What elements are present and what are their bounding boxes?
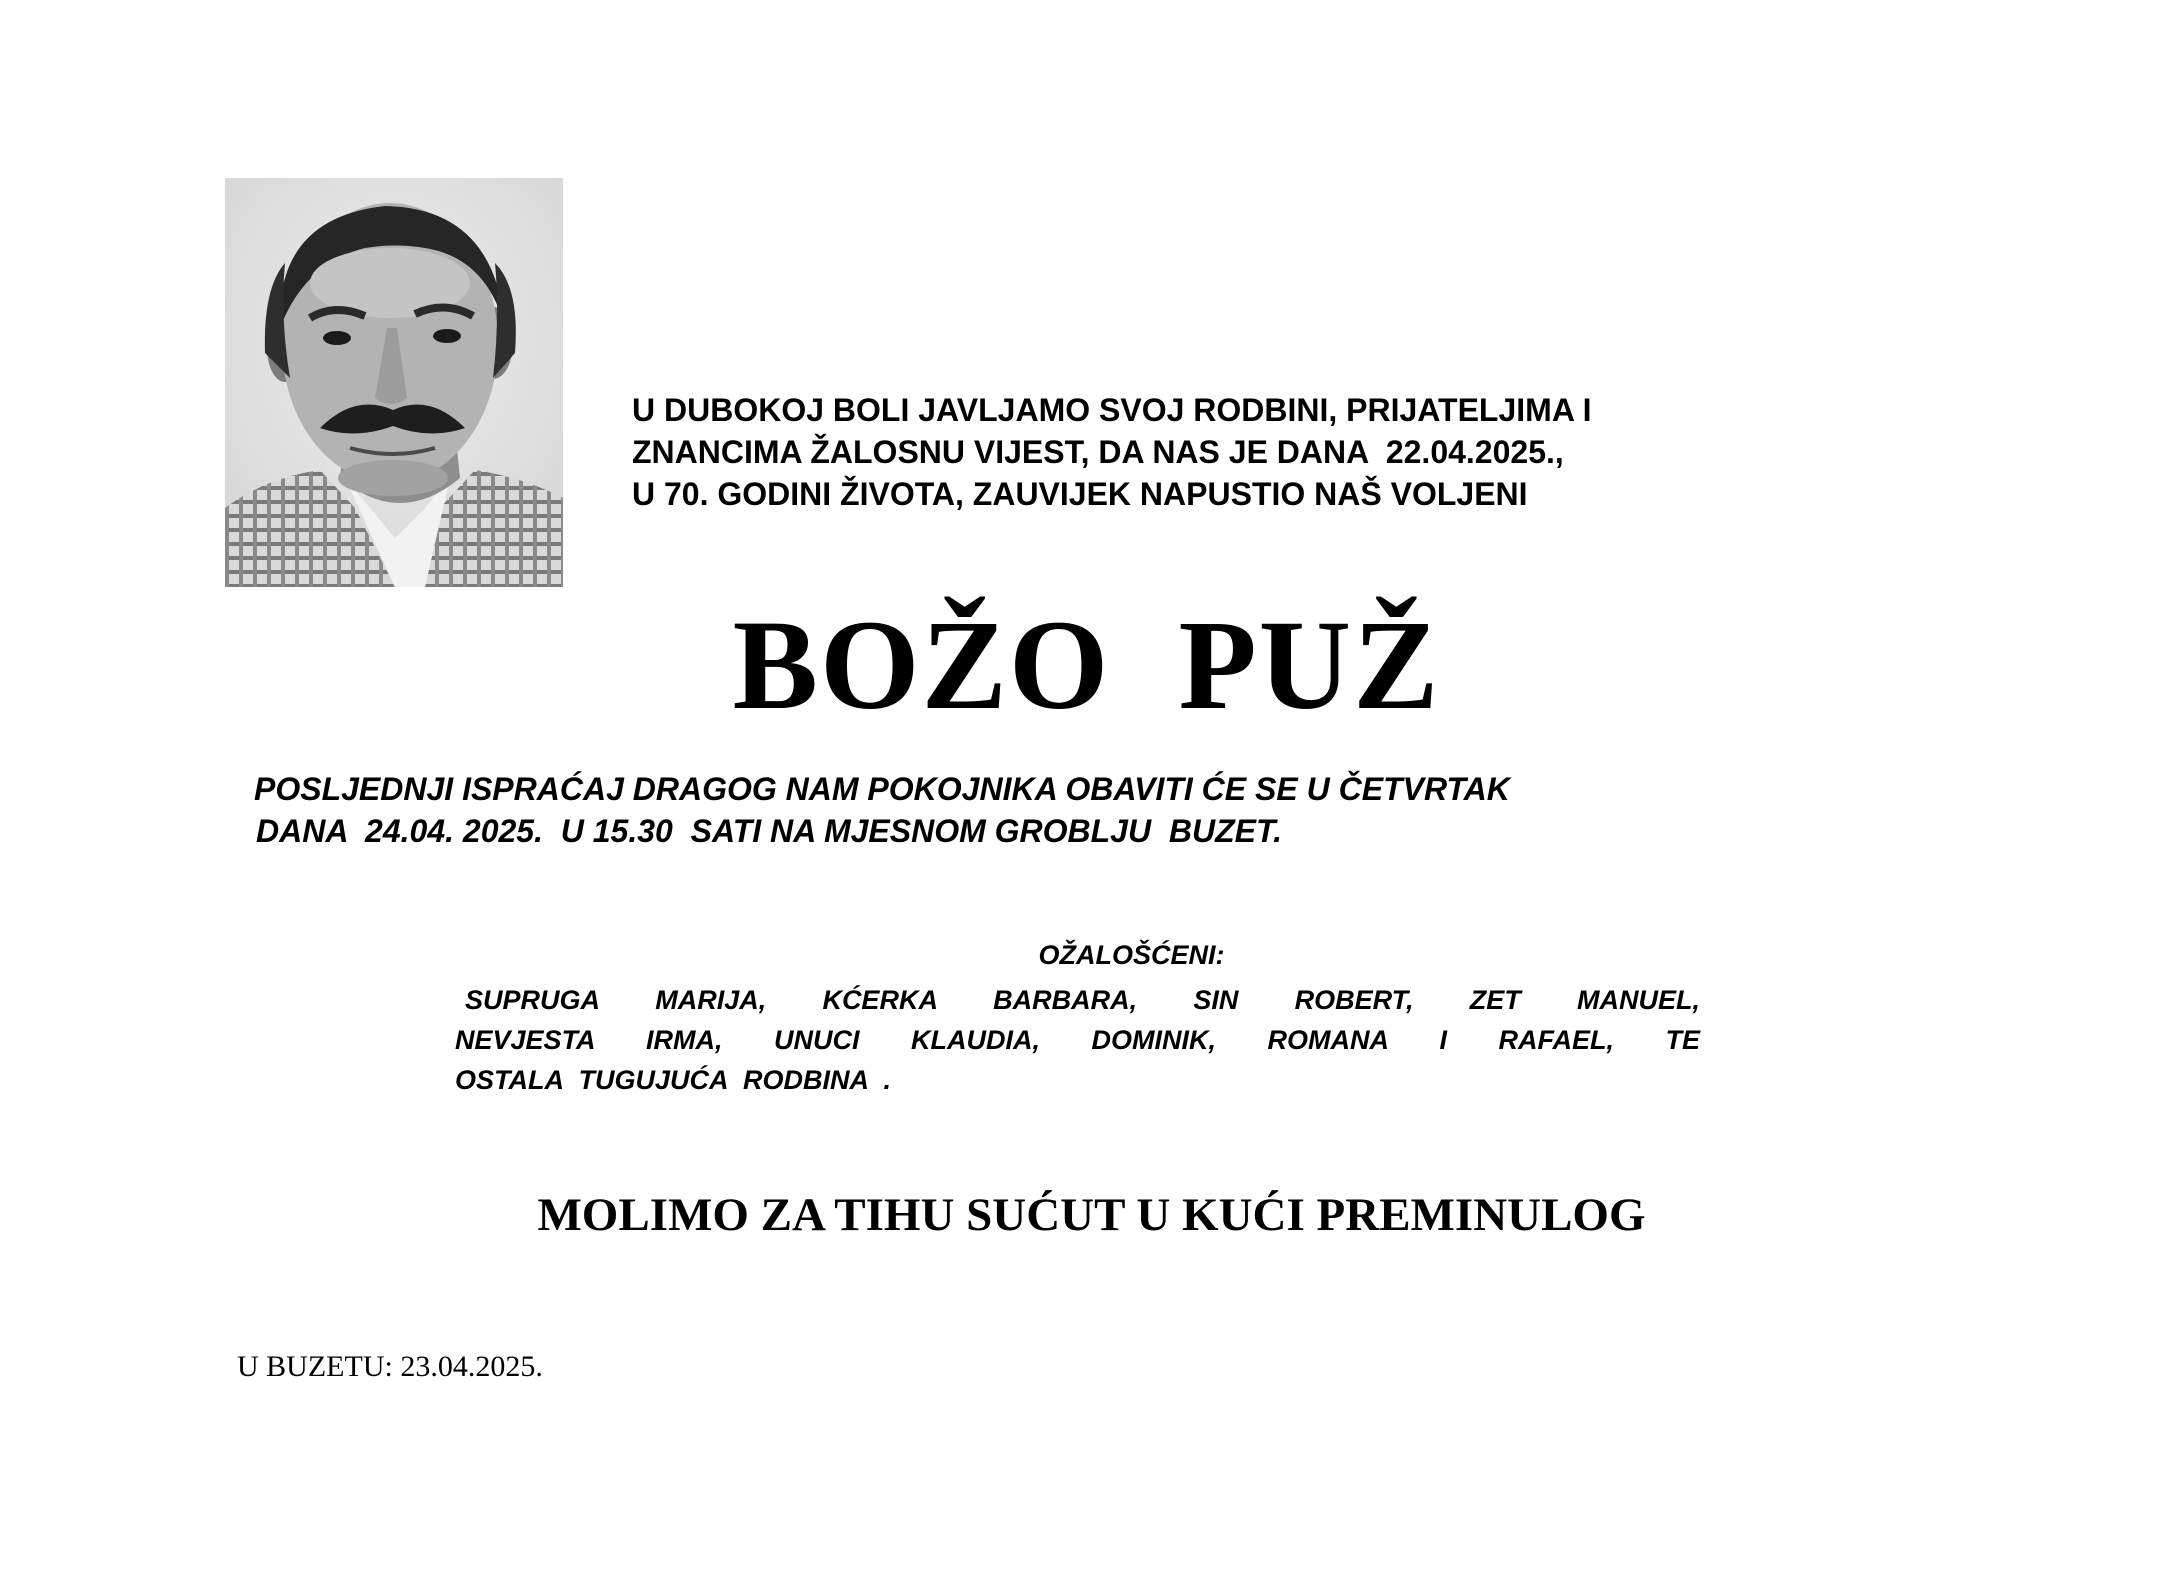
mourners-title: OŽALOŠĆENI:: [1038, 940, 1225, 970]
deceased-name: BOŽO PUŽ: [732, 594, 1441, 736]
announcement-line-3: U 70. GODINI ŽIVOTA, ZAUVIJEK NAPUSTIO NAŠ VOLJENI: [632, 476, 1528, 512]
portrait-photo: [225, 178, 563, 587]
announcement-line-2: ZNANCIMA ŽALOSNU VIJEST, DA NAS JE DANA 22.04.2025.,: [632, 434, 1564, 470]
sympathy-request: MOLIMO ZA TIHU SUĆUT U KUĆI PREMINULOG: [537, 1189, 1646, 1241]
mourners-line-2: NEVJESTA IRMA, UNUCI KLAUDIA, DOMINIK, ROMANA I RAFAEL, TE: [455, 1025, 1700, 1055]
place-date: U BUZETU: 23.04.2025.: [237, 1350, 543, 1383]
mourners-list: [455, 980, 1700, 1100]
portrait-photo-image: [225, 178, 563, 587]
mourners-line-3: OSTALA TUGUJUĆA RODBINA .: [455, 1065, 891, 1095]
announcement-line-1: U DUBOKOJ BOLI JAVLJAMO SVOJ RODBINI, PRIJATELJIMA I: [632, 392, 1592, 428]
mourners-line-1: SUPRUGA MARIJA, KĆERKA BARBARA, SIN ROBERT, ZET MANUEL,: [465, 985, 1700, 1015]
funeral-line-1: POSLJEDNJI ISPRAĆAJ DRAGOG NAM POKOJNIKA OBAVITI ĆE SE U ČETVRTAK: [254, 771, 1510, 807]
funeral-line-2: DANA 24.04. 2025. U 15.30 SATI NA MJESNOM GROBLJU BUZET.: [256, 813, 1283, 849]
